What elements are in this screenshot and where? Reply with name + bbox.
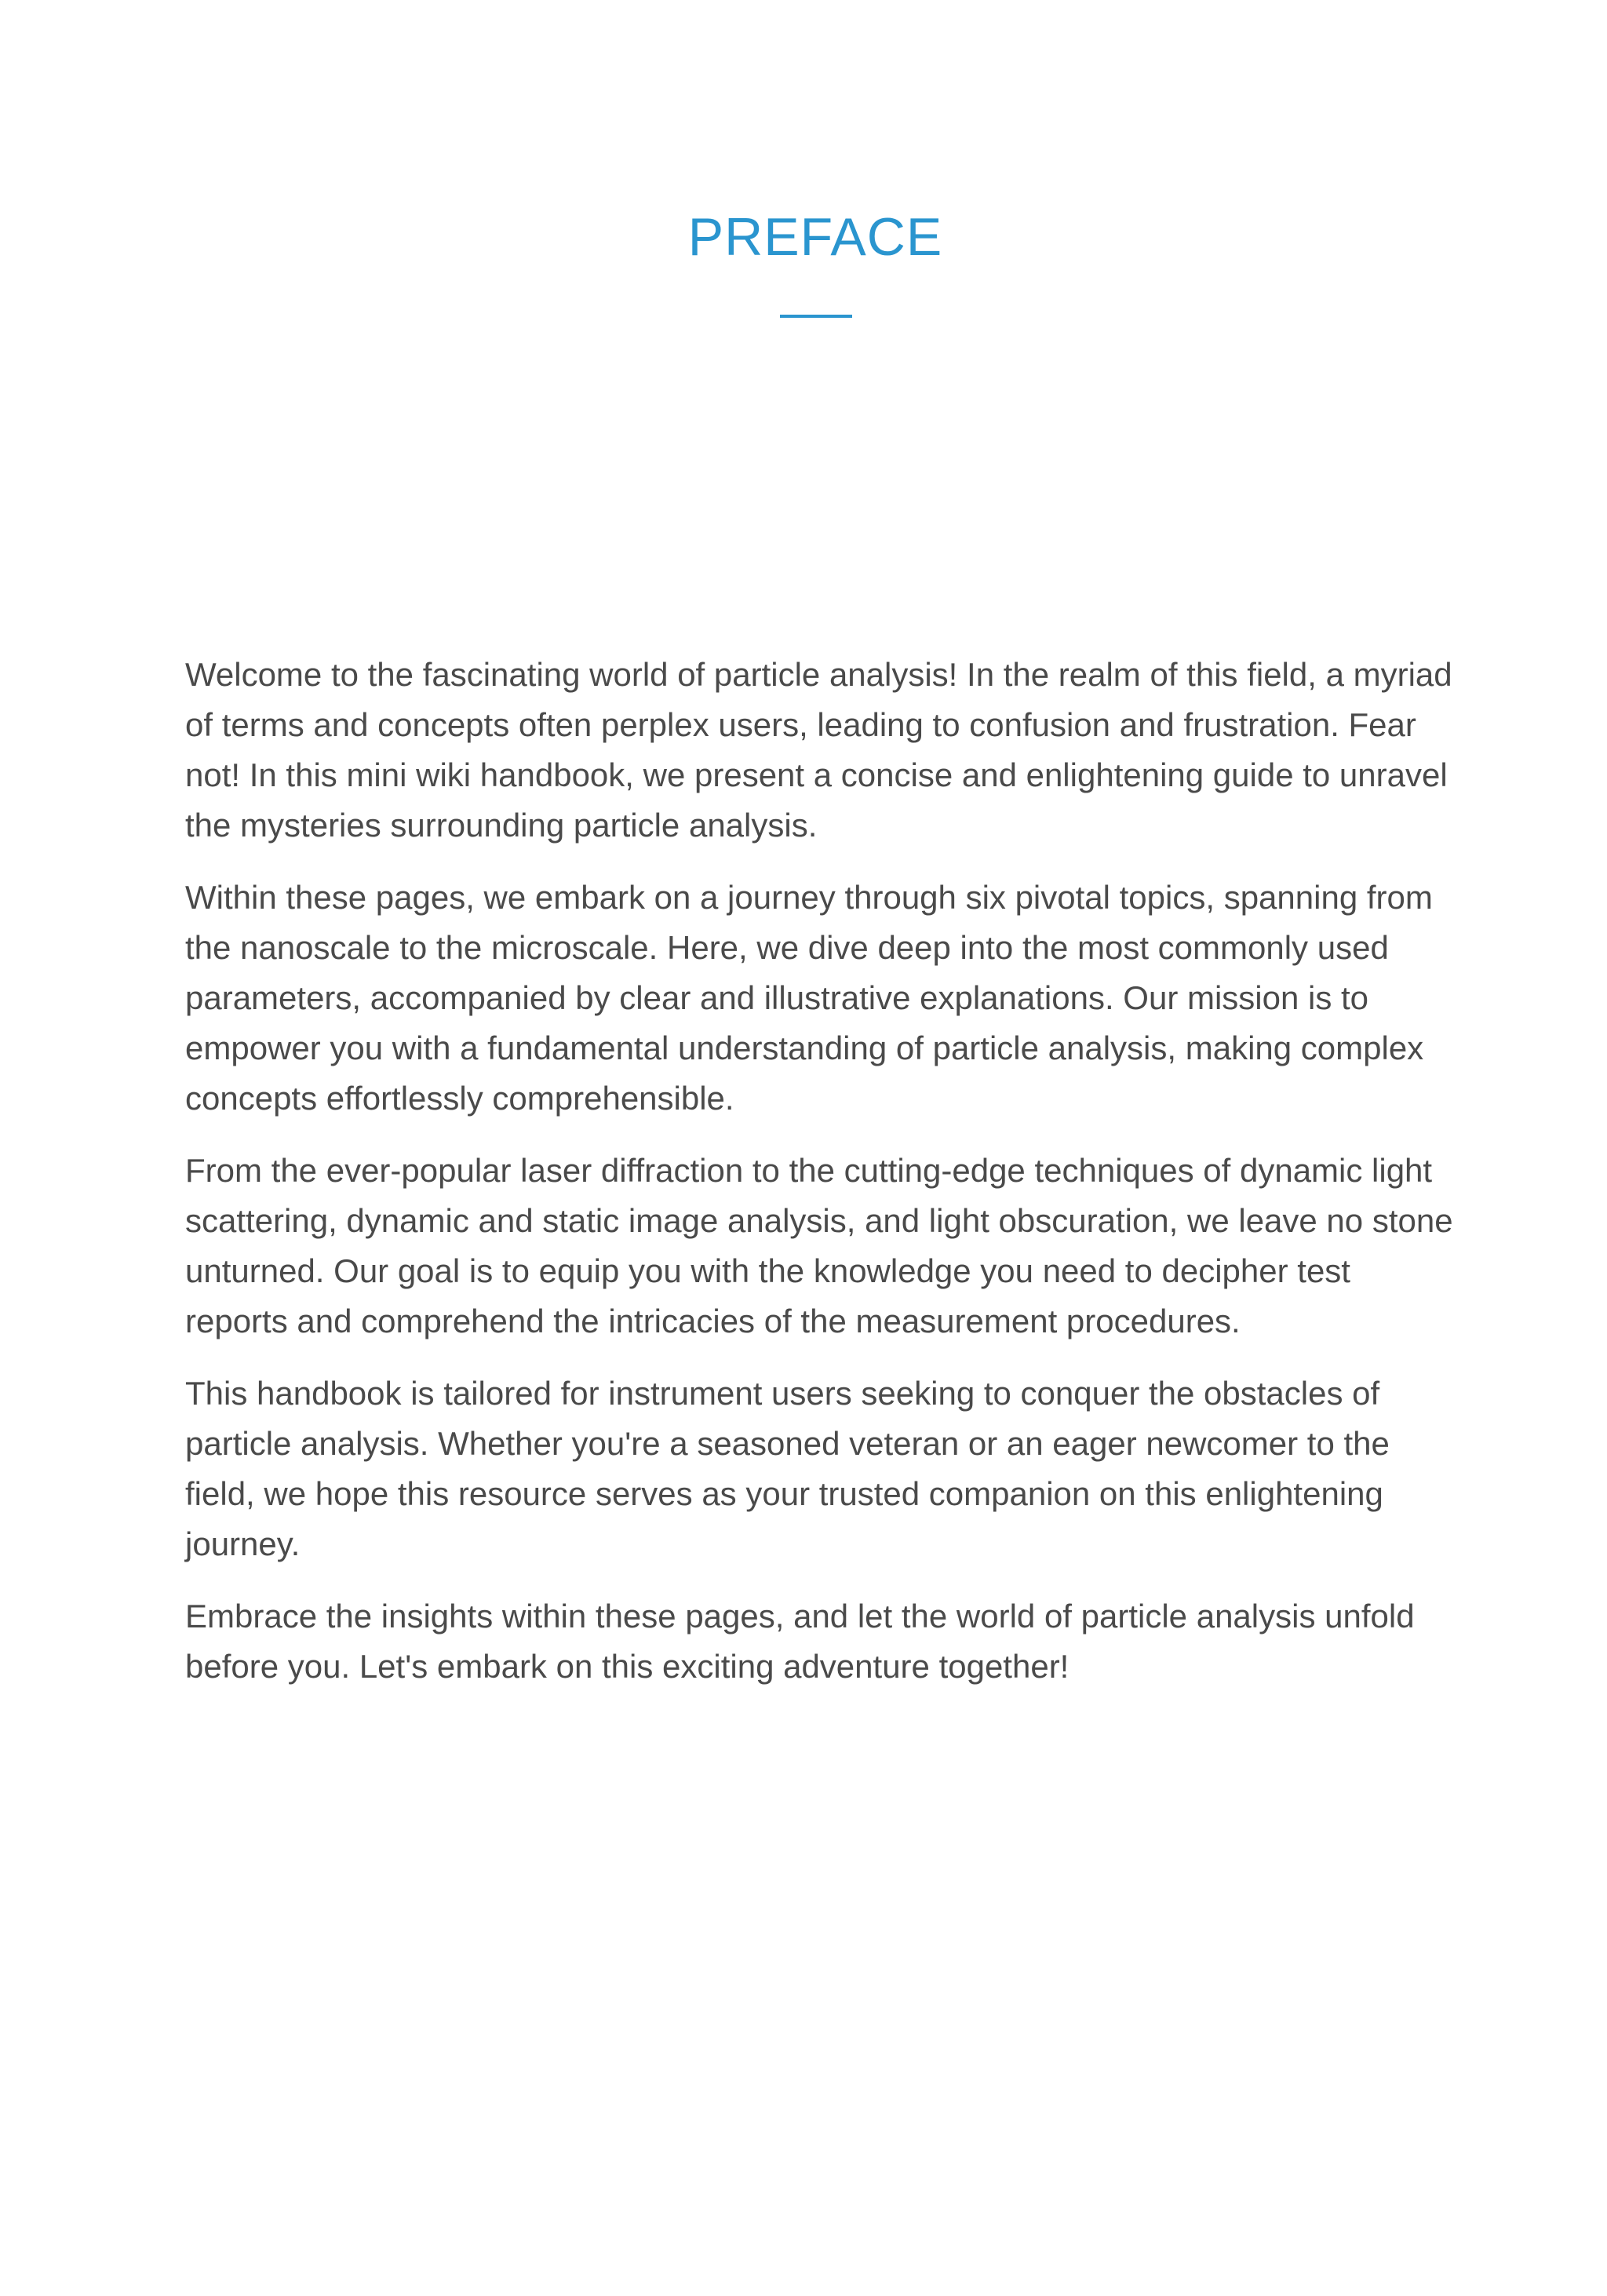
page-title: PREFACE — [687, 207, 943, 267]
title-underline-divider — [780, 315, 852, 318]
paragraph-5: Embrace the insights within these pages, and let the world of particle analysis unfold before you. Let's embark on this exciting adventure together! — [185, 1598, 1415, 1685]
paragraph-2: Within these pages, we embark on a journey through six pivotal topics, spanning from the nanoscale to the microscale. Here, we dive deep into the most commonly used parameters, accompanied by clear and illustrative explanations. Our mission is to empower you with a fundamental understanding of particle analysis, making complex concepts effortlessly comprehensible. — [185, 879, 1433, 1117]
paragraph-1: Welcome to the fascinating world of particle analysis! In the realm of this field, a myriad of terms and concepts often perplex users, leading to confusion and frustration. Fear not! In this mini wiki handbook, we present a concise and enlightening guide to unravel the mysteries surrounding particle analysis. — [185, 656, 1452, 844]
preface-body — [185, 650, 1456, 1714]
paragraph-3: From the ever-popular laser diffraction to the cutting-edge techniques of dynamic light scattering, dynamic and static image analysis, and light obscuration, we leave no stone unturned. Our goal is to equip you with the knowledge you need to decipher test reports and comprehend the intricacies of the measurement procedures. — [185, 1152, 1453, 1339]
paragraph-4: This handbook is tailored for instrument users seeking to conquer the obstacles of particle analysis. Whether you're a seasoned veteran or an eager newcomer to the field, we hope this resource serves as your trusted companion on this enlightening journey. — [185, 1375, 1390, 1562]
